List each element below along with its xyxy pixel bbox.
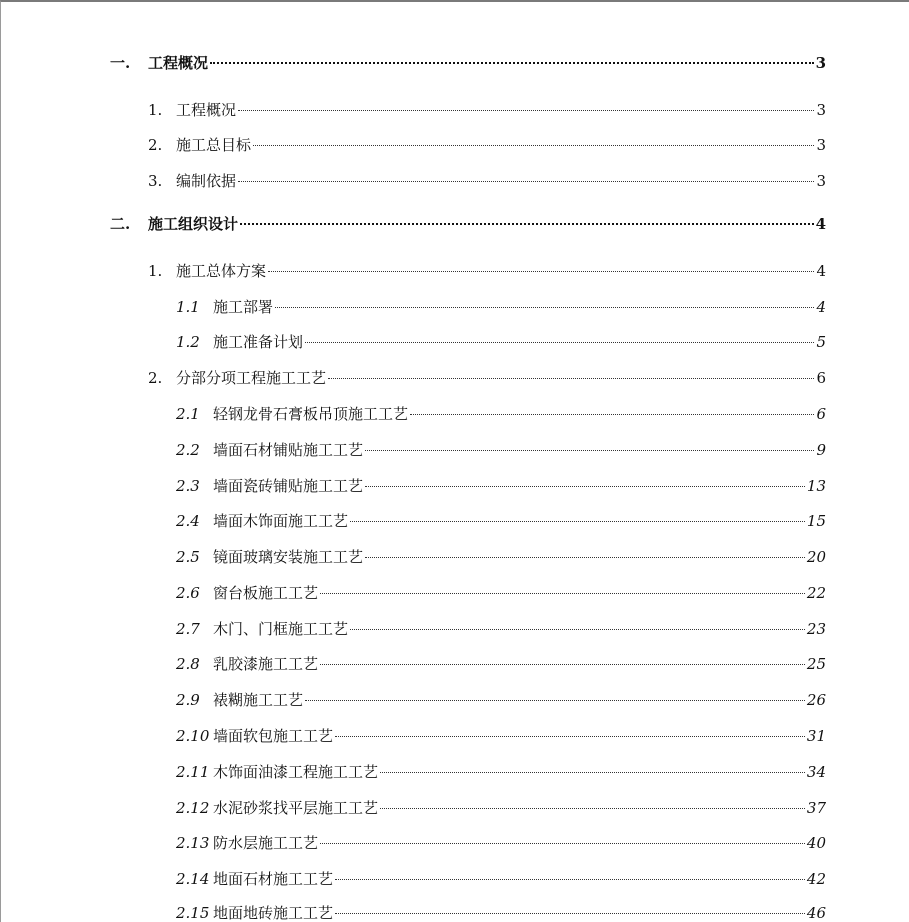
toc-title: 施工总体方案 <box>176 262 267 280</box>
toc-page-number: 34 <box>806 763 826 781</box>
toc-entry-2[interactable] <box>148 134 826 155</box>
toc-title: 工程概况 <box>176 101 237 119</box>
toc-title: 工程概况 <box>148 54 209 72</box>
toc-title: 木门、门框施工工艺 <box>213 620 349 638</box>
toc-entry-2-13[interactable] <box>176 832 826 853</box>
toc-number: 2.7 <box>176 620 200 638</box>
toc-number: 2.10 <box>176 727 210 745</box>
toc-number: 2.5 <box>176 548 200 566</box>
toc-number: 2.1 <box>176 405 200 423</box>
toc-number: 2.15 <box>176 904 210 922</box>
toc-entry-2-12[interactable] <box>176 797 826 818</box>
toc-leader <box>335 736 805 737</box>
toc-leader <box>380 772 805 773</box>
toc-page-number: 31 <box>806 727 826 745</box>
toc-page-number: 37 <box>806 799 826 817</box>
toc-title: 编制依据 <box>176 172 237 190</box>
toc-title: 墙面木饰面施工工艺 <box>213 512 349 530</box>
toc-number: 2.8 <box>176 655 200 673</box>
toc-title: 木饰面油漆工程施工工艺 <box>213 763 379 781</box>
toc-entry-chapter-2[interactable] <box>110 213 826 234</box>
toc-page-number: 4 <box>816 298 826 316</box>
toc-title: 墙面瓷砖铺贴施工工艺 <box>213 477 364 495</box>
toc-title: 裱糊施工工艺 <box>213 691 304 709</box>
toc-entry-2-7[interactable] <box>176 618 826 639</box>
toc-entry-2-1[interactable] <box>176 403 826 424</box>
toc-title: 轻钢龙骨石膏板吊顶施工工艺 <box>213 405 409 423</box>
toc-leader <box>365 486 805 487</box>
toc-page-number: 4 <box>816 262 826 280</box>
toc-leader <box>305 342 814 343</box>
toc-number: 1.2 <box>176 333 200 351</box>
toc-leader <box>210 62 814 64</box>
toc-title: 乳胶漆施工工艺 <box>213 655 319 673</box>
toc-leader <box>253 145 814 146</box>
toc-page-number: 3 <box>816 136 826 154</box>
toc-title: 窗台板施工工艺 <box>213 584 319 602</box>
toc-title: 施工组织设计 <box>148 215 239 233</box>
toc-number: 2.6 <box>176 584 200 602</box>
toc-title: 地面石材施工工艺 <box>213 870 334 888</box>
toc-page-number: 13 <box>806 477 826 495</box>
toc-number: 二. <box>110 215 131 233</box>
toc-leader <box>320 843 805 844</box>
toc-leader <box>305 700 805 701</box>
toc-number: 2.3 <box>176 477 200 495</box>
toc-leader <box>380 808 805 809</box>
toc-leader <box>350 521 805 522</box>
toc-entry-2-3[interactable] <box>176 475 826 496</box>
toc-title: 施工总目标 <box>176 136 252 154</box>
toc-number: 1. <box>148 262 163 280</box>
toc-leader <box>335 913 805 914</box>
toc-leader <box>320 664 805 665</box>
toc-title: 墙面软包施工工艺 <box>213 727 334 745</box>
toc-leader <box>238 110 814 111</box>
toc-entry-2-15[interactable] <box>176 902 826 922</box>
toc-number: 2.4 <box>176 512 200 530</box>
toc-leader <box>320 593 805 594</box>
toc-title: 施工准备计划 <box>213 333 304 351</box>
toc-leader <box>350 629 805 630</box>
toc-title: 地面地砖施工工艺 <box>213 904 334 922</box>
toc-page-number: 6 <box>816 405 826 423</box>
toc-entry-2-10[interactable] <box>176 725 826 746</box>
toc-entry-1[interactable] <box>148 260 826 281</box>
toc-number: 2.11 <box>176 763 210 781</box>
toc-leader <box>410 414 814 415</box>
toc-number: 2. <box>148 136 163 154</box>
toc-title: 水泥砂浆找平层施工工艺 <box>213 799 379 817</box>
toc-page-number: 9 <box>816 441 826 459</box>
toc-entry-1-2[interactable] <box>176 331 826 352</box>
toc-page-number: 3 <box>815 54 826 72</box>
toc-title: 防水层施工工艺 <box>213 834 319 852</box>
toc-entry-2-14[interactable] <box>176 868 826 889</box>
toc-number: 2.14 <box>176 870 210 888</box>
toc-entry-2-5[interactable] <box>176 546 826 567</box>
toc-page-number: 23 <box>806 620 826 638</box>
toc-number: 2.13 <box>176 834 210 852</box>
toc-leader <box>268 271 814 272</box>
toc-entry-2[interactable] <box>148 367 826 388</box>
toc-page-number: 4 <box>815 215 826 233</box>
toc-leader <box>365 450 814 451</box>
toc-leader <box>335 879 805 880</box>
toc-number: 1.1 <box>176 298 200 316</box>
toc-leader <box>328 378 814 379</box>
toc-number: 2.2 <box>176 441 200 459</box>
toc-page-number: 42 <box>806 870 826 888</box>
toc-number: 一. <box>110 54 131 72</box>
toc-entry-2-11[interactable] <box>176 761 826 782</box>
toc-entry-1-1[interactable] <box>176 296 826 317</box>
toc-page-number: 26 <box>806 691 826 709</box>
toc-leader <box>238 181 814 182</box>
toc-page-number: 46 <box>806 904 826 922</box>
toc-leader <box>240 223 814 225</box>
toc-entry-1[interactable] <box>148 99 826 120</box>
toc-page-number: 3 <box>816 172 826 190</box>
toc-page-number: 22 <box>806 584 826 602</box>
toc-page-number: 6 <box>816 369 826 387</box>
toc-leader <box>365 557 805 558</box>
toc-number: 2.12 <box>176 799 210 817</box>
toc-title: 施工部署 <box>213 298 274 316</box>
toc-entry-3[interactable] <box>148 170 826 191</box>
toc-page-number: 15 <box>806 512 826 530</box>
toc-entry-2-8[interactable] <box>176 653 826 674</box>
toc-entry-chapter-1[interactable] <box>110 52 826 73</box>
toc-number: 1. <box>148 101 163 119</box>
toc-number: 3. <box>148 172 163 190</box>
toc-leader <box>275 307 814 308</box>
toc-entry-2-6[interactable] <box>176 582 826 603</box>
toc-page-number: 3 <box>816 101 826 119</box>
toc-page-number: 40 <box>806 834 826 852</box>
toc-entry-2-4[interactable] <box>176 510 826 531</box>
toc-page-number: 25 <box>806 655 826 673</box>
toc-number: 2. <box>148 369 163 387</box>
toc-page-number: 20 <box>806 548 826 566</box>
toc-number: 2.9 <box>176 691 200 709</box>
toc-title: 分部分项工程施工工艺 <box>176 369 327 387</box>
toc-title: 墙面石材铺贴施工工艺 <box>213 441 364 459</box>
toc-page-number: 5 <box>816 333 826 351</box>
toc-title: 镜面玻璃安装施工工艺 <box>213 548 364 566</box>
toc-entry-2-9[interactable] <box>176 689 826 710</box>
toc-entry-2-2[interactable] <box>176 439 826 460</box>
